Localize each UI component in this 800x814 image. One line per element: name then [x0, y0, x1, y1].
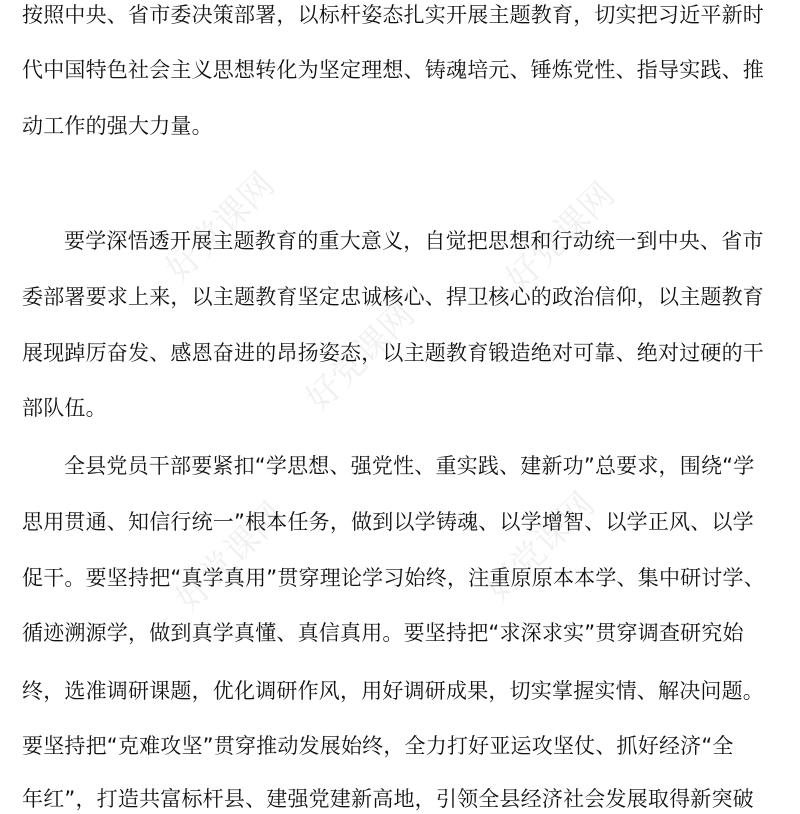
paragraph-line: 年红”，打造共富标杆县、建强党建新高地，引领全县经济社会发展取得新突破 [22, 787, 754, 811]
paragraph-line: 要坚持把“克难攻坚”贯穿推动发展始终，全力打好亚运攻坚仗、抓好经济“全 [22, 734, 734, 758]
paragraph-line: 终，选准调研课题，优化调研作风，用好调研成果，切实掌握实情、解决问题。 [22, 679, 764, 703]
watermark: 好党课网 [168, 494, 293, 620]
watermark: 好党课网 [498, 174, 623, 300]
paragraph-line: 代中国特色社会主义思想转化为坚定理想、铸魂培元、锤炼党性、指导实践、推 [22, 58, 764, 82]
paragraph-line: 委部署要求上来，以主题教育坚定忠诚核心、捍卫核心的政治信仰，以主题教育 [22, 285, 764, 309]
paragraph-line: 循迹溯源学，做到真学真懂、真信真用。要坚持把“求深求实”贯穿调查研究始 [22, 621, 744, 645]
paragraph-line: 动工作的强大力量。 [22, 114, 213, 138]
paragraph-line: 展现踔厉奋发、感恩奋进的昂扬姿态，以主题教育锻造绝对可靠、绝对过硬的干 [22, 341, 764, 365]
watermark: 好党课网 [478, 484, 603, 610]
paragraph-line: 思用贯通、知信行统一”根本任务，做到以学铸魂、以学增智、以学正风、以学 [22, 510, 754, 534]
paragraph-line: 按照中央、省市委决策部署，以标杆姿态扎实开展主题教育，切实把习近平新时 [22, 3, 764, 27]
watermark: 好党课网 [158, 164, 283, 290]
paragraph-line: 促干。要坚持把“真学真用”贯穿理论学习始终，注重原原本本学、集中研讨学、 [22, 566, 765, 590]
paragraph-line: 要学深悟透开展主题教育的重大意义，自觉把思想和行动统一到中央、省市 [64, 229, 764, 253]
watermark: 好党课网 [298, 294, 423, 420]
paragraph-line: 全县党员干部要紧扣“学思想、强党性、重实践、建新功”总要求，围绕“学 [64, 454, 755, 478]
paragraph-line: 部队伍。 [22, 396, 107, 420]
